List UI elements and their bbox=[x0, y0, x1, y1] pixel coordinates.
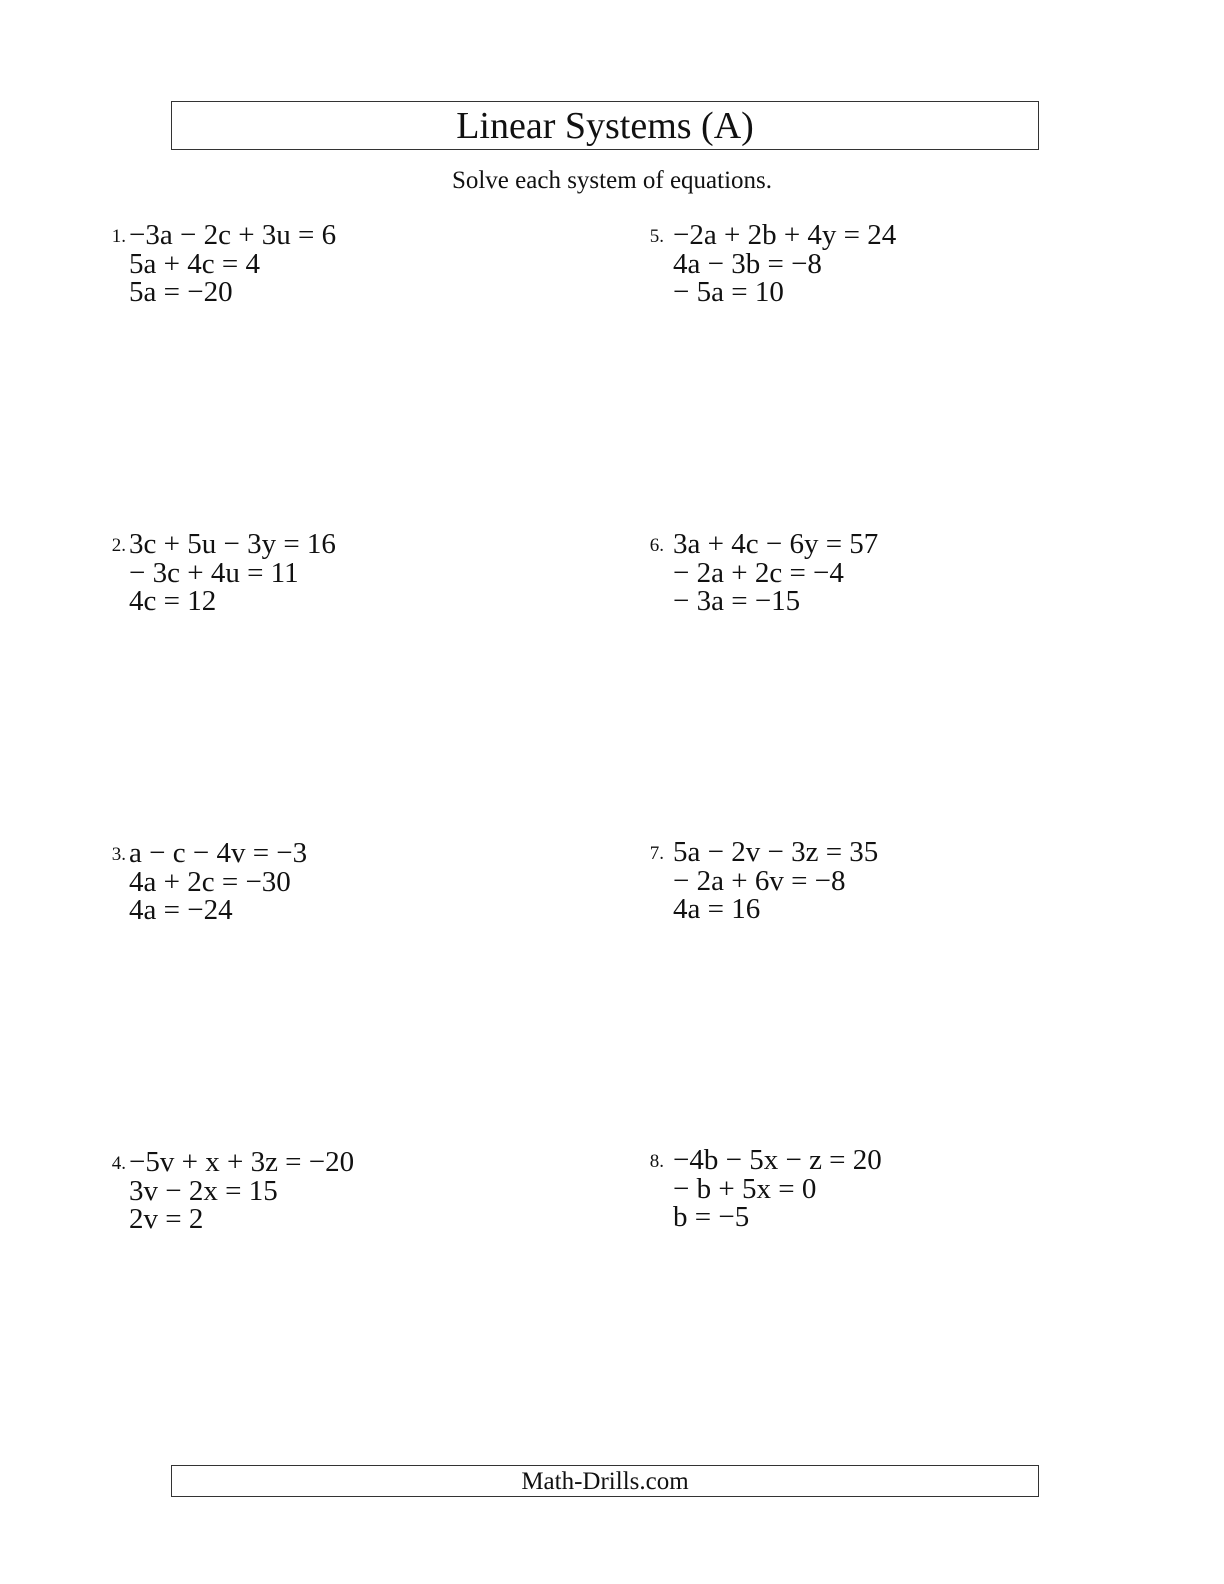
footer-site-name: Math-Drills.com bbox=[521, 1467, 689, 1495]
problem-number: 6. bbox=[649, 535, 664, 556]
equation: −5v + x + 3z = −20 bbox=[129, 1146, 355, 1178]
equation: a − c − 4v = −3 bbox=[129, 837, 308, 869]
problem-number: 7. bbox=[649, 843, 664, 864]
problem-number: 2. bbox=[111, 535, 126, 556]
equation: −4b − 5x − z = 20 bbox=[673, 1144, 882, 1176]
equation: 4a + 2c = −30 bbox=[129, 865, 291, 898]
equation: − 5a = 10 bbox=[673, 276, 784, 308]
problem-6 bbox=[644, 530, 1124, 620]
equation: 5a + 4c = 4 bbox=[129, 247, 260, 280]
problem-5 bbox=[644, 221, 1124, 311]
problem-number: 4. bbox=[111, 1153, 126, 1174]
equation: − 2a + 2c = −4 bbox=[673, 556, 844, 589]
problem-4 bbox=[100, 1148, 580, 1238]
equation: 4a = −24 bbox=[129, 894, 233, 926]
equation: 3v − 2x = 15 bbox=[129, 1174, 278, 1207]
equation: 4a = 16 bbox=[673, 893, 761, 925]
equation: 3a + 4c − 6y = 57 bbox=[673, 528, 879, 560]
equation: − 3c + 4u = 11 bbox=[129, 556, 299, 589]
equation: 3c + 5u − 3y = 16 bbox=[129, 528, 336, 560]
equation: 4c = 12 bbox=[129, 585, 217, 617]
problem-number: 1. bbox=[111, 226, 126, 247]
problem-number: 3. bbox=[111, 844, 126, 865]
title-box bbox=[171, 101, 1039, 150]
equation: 5a − 2v − 3z = 35 bbox=[673, 836, 879, 868]
equation: 5a = −20 bbox=[129, 276, 233, 308]
equation: − b + 5x = 0 bbox=[673, 1172, 817, 1205]
instructions: Solve each system of equations. bbox=[451, 167, 773, 194]
problem-3 bbox=[100, 839, 580, 929]
equation: − 3a = −15 bbox=[673, 585, 801, 617]
problem-8 bbox=[644, 1146, 1124, 1236]
equation: −3a − 2c + 3u = 6 bbox=[129, 219, 337, 251]
problem-2 bbox=[100, 530, 580, 620]
equation: 2v = 2 bbox=[129, 1203, 204, 1235]
problem-1 bbox=[100, 221, 580, 311]
problem-number: 5. bbox=[649, 226, 664, 247]
page-title: Linear Systems (A) bbox=[456, 104, 754, 147]
equation: 4a − 3b = −8 bbox=[673, 247, 822, 280]
equation: − 2a + 6v = −8 bbox=[673, 864, 846, 897]
problem-number: 8. bbox=[649, 1151, 664, 1172]
equation: b = −5 bbox=[673, 1201, 750, 1233]
equation: −2a + 2b + 4y = 24 bbox=[673, 219, 897, 251]
footer-box bbox=[171, 1465, 1039, 1497]
problem-7 bbox=[644, 838, 1124, 928]
